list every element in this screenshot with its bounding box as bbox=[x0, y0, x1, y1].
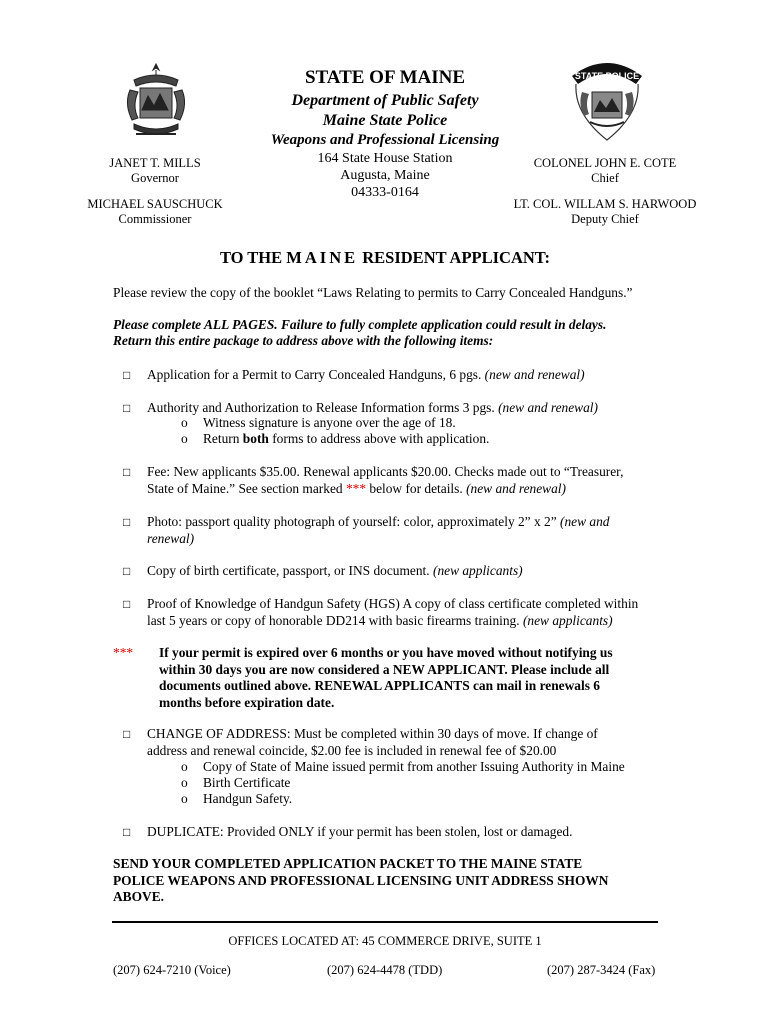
checkbox-icon: □ bbox=[123, 465, 131, 479]
deputy-chief-title: Deputy Chief bbox=[571, 212, 639, 226]
state-title: STATE OF MAINE bbox=[304, 67, 466, 88]
heading-part: TO THE bbox=[219, 248, 287, 267]
item-text: last 5 years or copy of honorable DD214 with basic firearms training. bbox=[147, 612, 523, 628]
address-line-2: Augusta, Maine bbox=[340, 168, 430, 183]
governor-name: JANET T. MILLS bbox=[109, 156, 201, 170]
sub-item-text: Witness signature is anyone over the age of 18. bbox=[203, 415, 456, 430]
item-text: Authority and Authorization to Release Information forms 3 pgs. bbox=[147, 400, 499, 415]
sub-item bbox=[181, 431, 489, 448]
instructions-line-1: Please complete ALL PAGES. Failure to fully complete application could result in delays. bbox=[113, 317, 607, 332]
intro-text: Please review the copy of the booklet “Laws Relating to permits to Carry Concealed Handguns.” bbox=[113, 285, 633, 300]
item-text: below for details. bbox=[366, 480, 467, 496]
notice-line: documents outlined above. RENEWAL APPLICANTS can mail in renewals 6 bbox=[159, 678, 600, 693]
phone-tdd: (207) 624-4478 (TDD) bbox=[327, 963, 443, 977]
agency-name: Maine State Police bbox=[322, 112, 448, 129]
stars-marker: *** bbox=[113, 645, 134, 660]
instructions-line-2: Return this entire package to address above with the following items: bbox=[113, 333, 494, 348]
send-line: POLICE WEAPONS AND PROFESSIONAL LICENSING UNIT ADDRESS SHOWN bbox=[113, 872, 609, 888]
department-name: Department of Public Safety bbox=[291, 92, 479, 109]
sub-item-text: Return bbox=[203, 431, 243, 446]
chief-name: COLONEL JOHN E. COTE bbox=[533, 156, 677, 170]
checkbox-icon: □ bbox=[123, 597, 131, 611]
commissioner-title: Commissioner bbox=[118, 212, 192, 226]
heading-maine: MAINE bbox=[286, 248, 359, 267]
sub-item-text: Handgun Safety. bbox=[203, 791, 293, 806]
unit-name: Weapons and Professional Licensing bbox=[270, 132, 500, 148]
item-note: (new and renewal) bbox=[466, 480, 566, 496]
item-text: Application for a Permit to Carry Concealed Handguns, 6 pgs. bbox=[147, 367, 485, 382]
sub-item-bold: both bbox=[242, 431, 269, 446]
sub-item-text: Birth Certificate bbox=[203, 775, 291, 790]
bullet-icon: o bbox=[181, 759, 188, 774]
sub-item bbox=[181, 791, 292, 808]
item-text: Copy of birth certificate, passport, or INS document. bbox=[147, 563, 433, 578]
bullet-icon: o bbox=[181, 791, 188, 806]
phone-fax: (207) 287-3424 (Fax) bbox=[547, 963, 656, 977]
item-note: (new applicants) bbox=[432, 563, 523, 578]
item-duplicate: DUPLICATE: Provided ONLY if your permit has been stolen, lost or damaged. bbox=[147, 824, 573, 839]
notice-line: within 30 days you are now considered a NEW APPLICANT. Please include all bbox=[159, 661, 610, 677]
notice-line: months before expiration date. bbox=[159, 694, 335, 710]
heading-part: RESIDENT APPLICANT: bbox=[358, 248, 551, 267]
sub-item-text: Copy of State of Maine issued permit from another Issuing Authority in Maine bbox=[203, 759, 625, 774]
offices-location: OFFICES LOCATED AT: 45 COMMERCE DRIVE, SUITE 1 bbox=[228, 934, 542, 948]
item-note: (new applicants) bbox=[522, 612, 613, 628]
badge-text: STATE POLICE bbox=[574, 71, 640, 81]
item-text: Photo: passport quality photograph of yourself: color, approximately 2” x 2” bbox=[147, 514, 561, 529]
item-text: Proof of Knowledge of Handgun Safety (HGS) A copy of class certificate completed within bbox=[147, 596, 639, 611]
send-line: SEND YOUR COMPLETED APPLICATION PACKET TO THE MAINE STATE bbox=[113, 856, 583, 871]
bullet-icon: o bbox=[181, 775, 188, 790]
page-heading bbox=[100, 248, 670, 268]
chief-title: Chief bbox=[591, 171, 619, 185]
address-line-3: 04333-0164 bbox=[351, 185, 419, 200]
item-application bbox=[147, 367, 667, 384]
sub-item bbox=[181, 775, 290, 792]
commissioner-name: MICHAEL SAUSCHUCK bbox=[87, 197, 223, 211]
item-text: CHANGE OF ADDRESS: Must be completed within 30 days of move. If change of bbox=[147, 726, 598, 741]
expired-notice bbox=[159, 645, 659, 711]
sub-item bbox=[181, 415, 456, 432]
item-fee bbox=[147, 464, 667, 497]
bullet-icon: o bbox=[181, 415, 188, 430]
sub-item-text: forms to address above with application. bbox=[268, 431, 490, 446]
notice-line: If your permit is expired over 6 months or you have moved without notifying us bbox=[159, 645, 613, 660]
footer-divider bbox=[112, 921, 658, 923]
checkbox-icon: □ bbox=[123, 368, 131, 382]
item-text: Fee: New applicants $35.00. Renewal applicants $20.00. Checks made out to “Treasurer, bbox=[147, 464, 624, 479]
item-photo bbox=[147, 514, 667, 547]
item-text: address and renewal coincide, $2.00 fee is included in renewal fee of $20.00 bbox=[147, 742, 557, 758]
send-instructions bbox=[113, 856, 673, 906]
checkbox-icon: □ bbox=[123, 515, 131, 529]
phone-voice: (207) 624-7210 (Voice) bbox=[113, 963, 231, 977]
checkbox-icon: □ bbox=[123, 564, 131, 578]
deputy-chief-name: LT. COL. WILLAM S. HARWOOD bbox=[513, 197, 697, 211]
state-seal-icon bbox=[120, 60, 192, 140]
checkbox-icon: □ bbox=[123, 825, 131, 839]
item-address-change bbox=[147, 726, 667, 759]
item-note: (new and renewal) bbox=[484, 367, 585, 382]
stars-marker: *** bbox=[345, 480, 367, 496]
send-line: ABOVE. bbox=[113, 889, 164, 904]
item-proof bbox=[147, 596, 667, 629]
address-line-1: 164 State House Station bbox=[317, 151, 453, 166]
item-note: renewal) bbox=[147, 530, 195, 546]
item-birth bbox=[147, 563, 667, 580]
governor-title: Governor bbox=[131, 171, 179, 185]
sub-item bbox=[181, 759, 625, 776]
item-note: (new and bbox=[560, 514, 610, 529]
item-text: State of Maine.” See section marked bbox=[147, 480, 346, 496]
checkbox-icon: □ bbox=[123, 401, 131, 415]
bullet-icon: o bbox=[181, 431, 188, 446]
checkbox-icon: □ bbox=[123, 727, 131, 741]
state-police-badge-icon bbox=[566, 54, 648, 144]
item-note: (new and renewal) bbox=[498, 400, 598, 415]
